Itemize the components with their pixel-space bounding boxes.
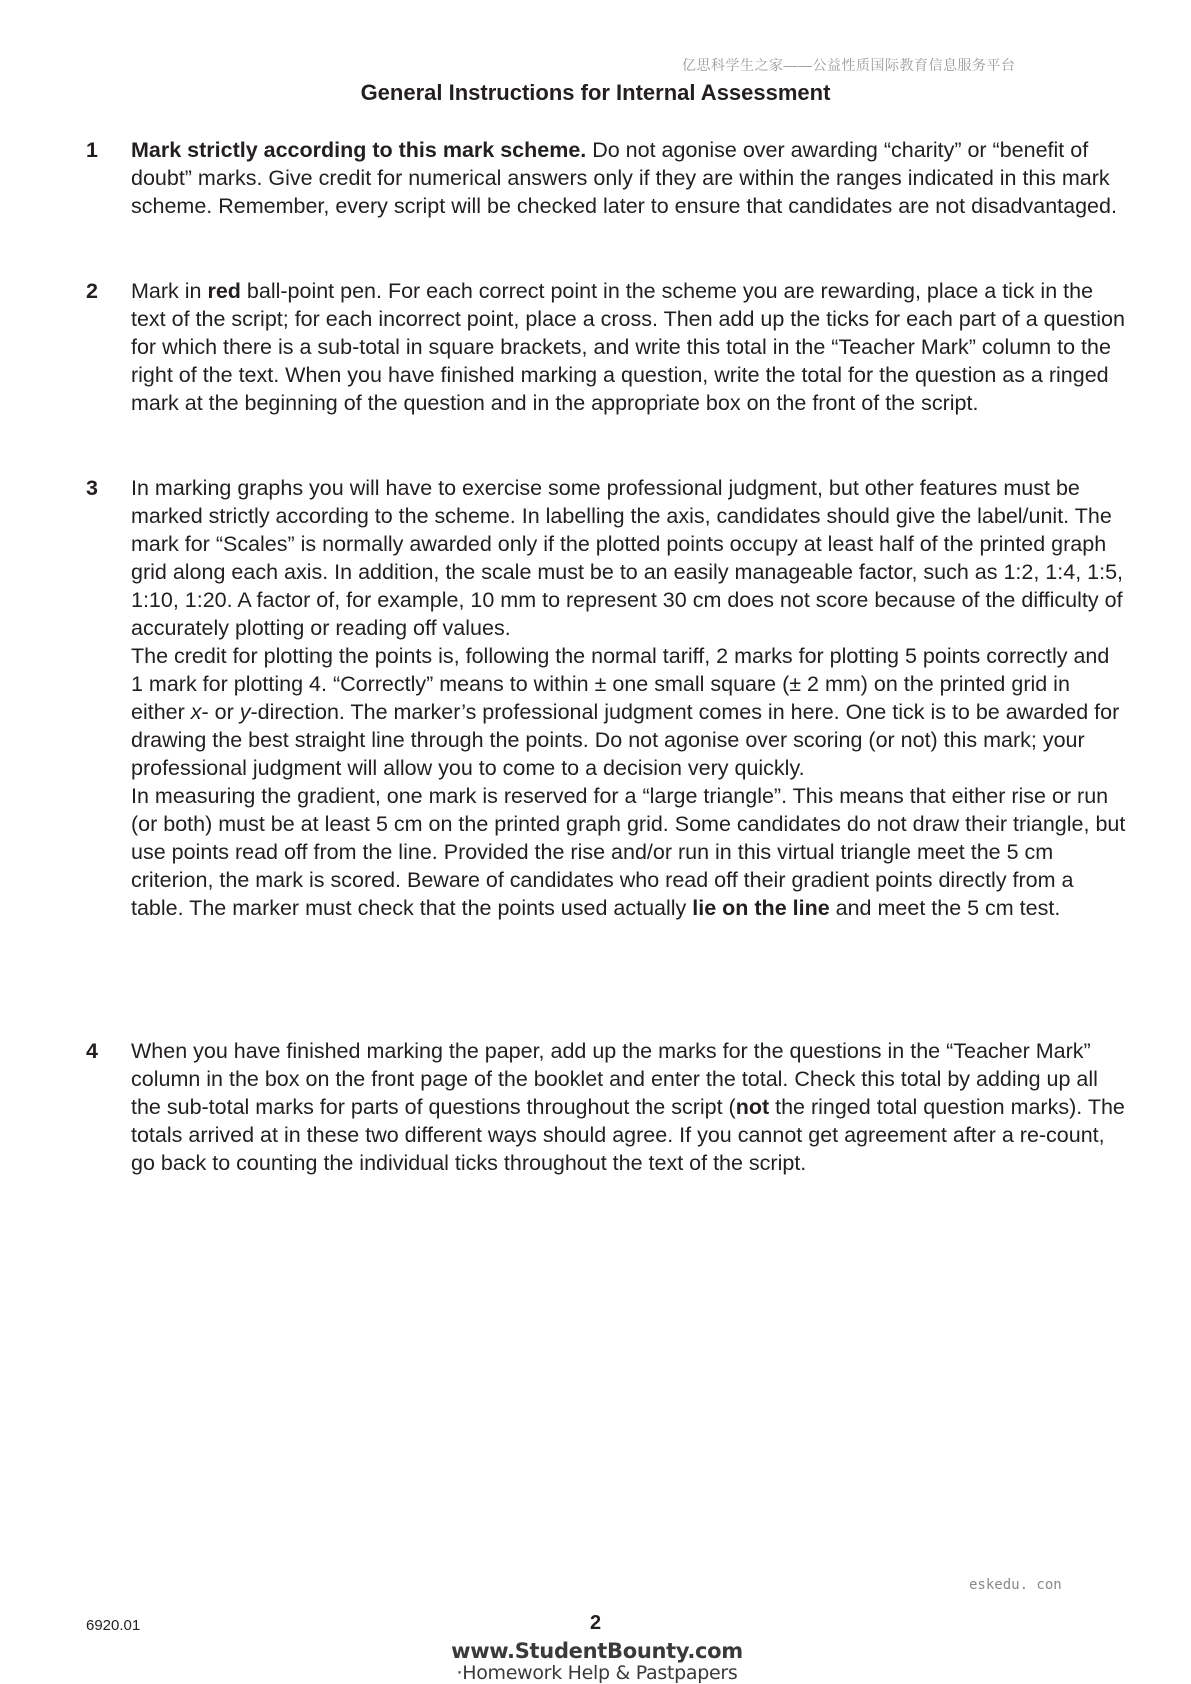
watermark-top: 亿思科学生之家——公益性质国际教育信息服务平台 [682,57,1016,73]
item-text: When you have finished marking the paper, add up the marks for the questions in the “Teacher Mark” column in the box on the front page of the booklet and enter the total. Check this total by adding up all the sub-total marks for parts of questions throughout the script ( [131,1039,1098,1119]
item-text: - or [201,700,240,724]
graph-scales-paragraph: In marking graphs you will have to exercise some professional judgment, but other features must be marked strictly according to the scheme. In labelling the axis, candidates should give the label/unit. The mark for “Scales” is normally awarded only if the plotted points occupy at least half of the printed graph grid along each axis. In addition, the scale must be to an easily manageable factor, such as 1:2, 1:4, 1:5, 1:10, 1:20. A factor of, for example, 10 mm to represent 30 cm does not score because of the difficulty of accurately plotting or reading off values. [131,476,1124,640]
item-italic: y [239,700,251,724]
item-bold: lie on the line [692,896,830,920]
footer-site: www.StudentBounty.com [451,1639,743,1663]
footer-tagline: ·Homework Help & Pastpapers [456,1662,738,1684]
instruction-item-3 [86,474,1126,922]
item-italic: x [190,700,202,724]
item-text: Do not agonise over awarding “charity” or “benefit of doubt” marks. Give credit for numerical answers only if they are within the ranges indicated in this mark scheme. Remember, every script will be checked later to ensure that candidates are not disadvantaged. [131,138,1117,218]
item-text: In measuring the gradient, one mark is reserved for a “large triangle”. This means that either rise or run (or both) must be at least 5 cm on the printed graph grid. Some candidates do not draw their triangle, but use points read off from the line. Provided the rise and/or run in this virtual triangle meet the 5 cm criterion, the mark is scored. Beware of candidates who read off their gradient points directly from a table. The marker must check that the points used actually [131,784,1126,920]
item-body [131,277,1126,417]
footer-logo [447,1640,747,1684]
item-body [131,1037,1126,1177]
item-body [131,474,1126,922]
instruction-item-2 [86,277,1126,417]
page-title: General Instructions for Internal Assessment [360,80,831,105]
item-number: 4 [86,1039,98,1063]
paper-code: 6920.01 [86,1617,141,1634]
gradient-paragraph [131,782,1126,922]
instruction-item-1 [86,136,1126,220]
item-number: 2 [86,279,98,303]
item-number: 3 [86,476,98,500]
item-text: the ringed total question marks). The totals arrived at in these two different ways should agree. If you cannot get agreement after a re-count, go back to counting the individual ticks throughout the text of the script. [131,1095,1125,1175]
item-text: and meet the 5 cm test. [829,896,1061,920]
plotting-paragraph [131,642,1126,782]
item-text: -direction. The marker’s professional judgment comes in here. One tick is to be awarded for drawing the best straight line through the points. Do not agonise over scoring (or not) this mark; your professional judgment will allow you to come to a decision very quickly. [131,700,1120,780]
watermark-bottom: eskedu. con [969,1577,1062,1593]
item-lead-bold: Mark strictly according to this mark scheme. [131,138,587,162]
item-bold: not [735,1095,770,1119]
page-number: 2 [589,1612,602,1634]
item-bold: red [207,279,241,303]
item-body [131,136,1126,220]
item-number: 1 [86,138,98,162]
item-text: ball-point pen. For each correct point in the scheme you are rewarding, place a tick in the text of the script; for each incorrect point, place a cross. Then add up the ticks for each part of a question for which there is a sub-total in square brackets, and write this total in the “Teacher Mark” column to the right of the text. When you have finished marking a question, write the total for the question as a ringed mark at the beginning of the question and in the appropriate box on the front of the script. [131,279,1125,415]
instruction-item-4 [86,1037,1126,1177]
item-text: The credit for plotting the points is, following the normal tariff, 2 marks for plotting 5 points correctly and 1 mark for plotting 4. “Correctly” means to within ± one small square (± 2 mm) on the printed grid in either [131,644,1110,724]
item-text: Mark in [131,279,208,303]
